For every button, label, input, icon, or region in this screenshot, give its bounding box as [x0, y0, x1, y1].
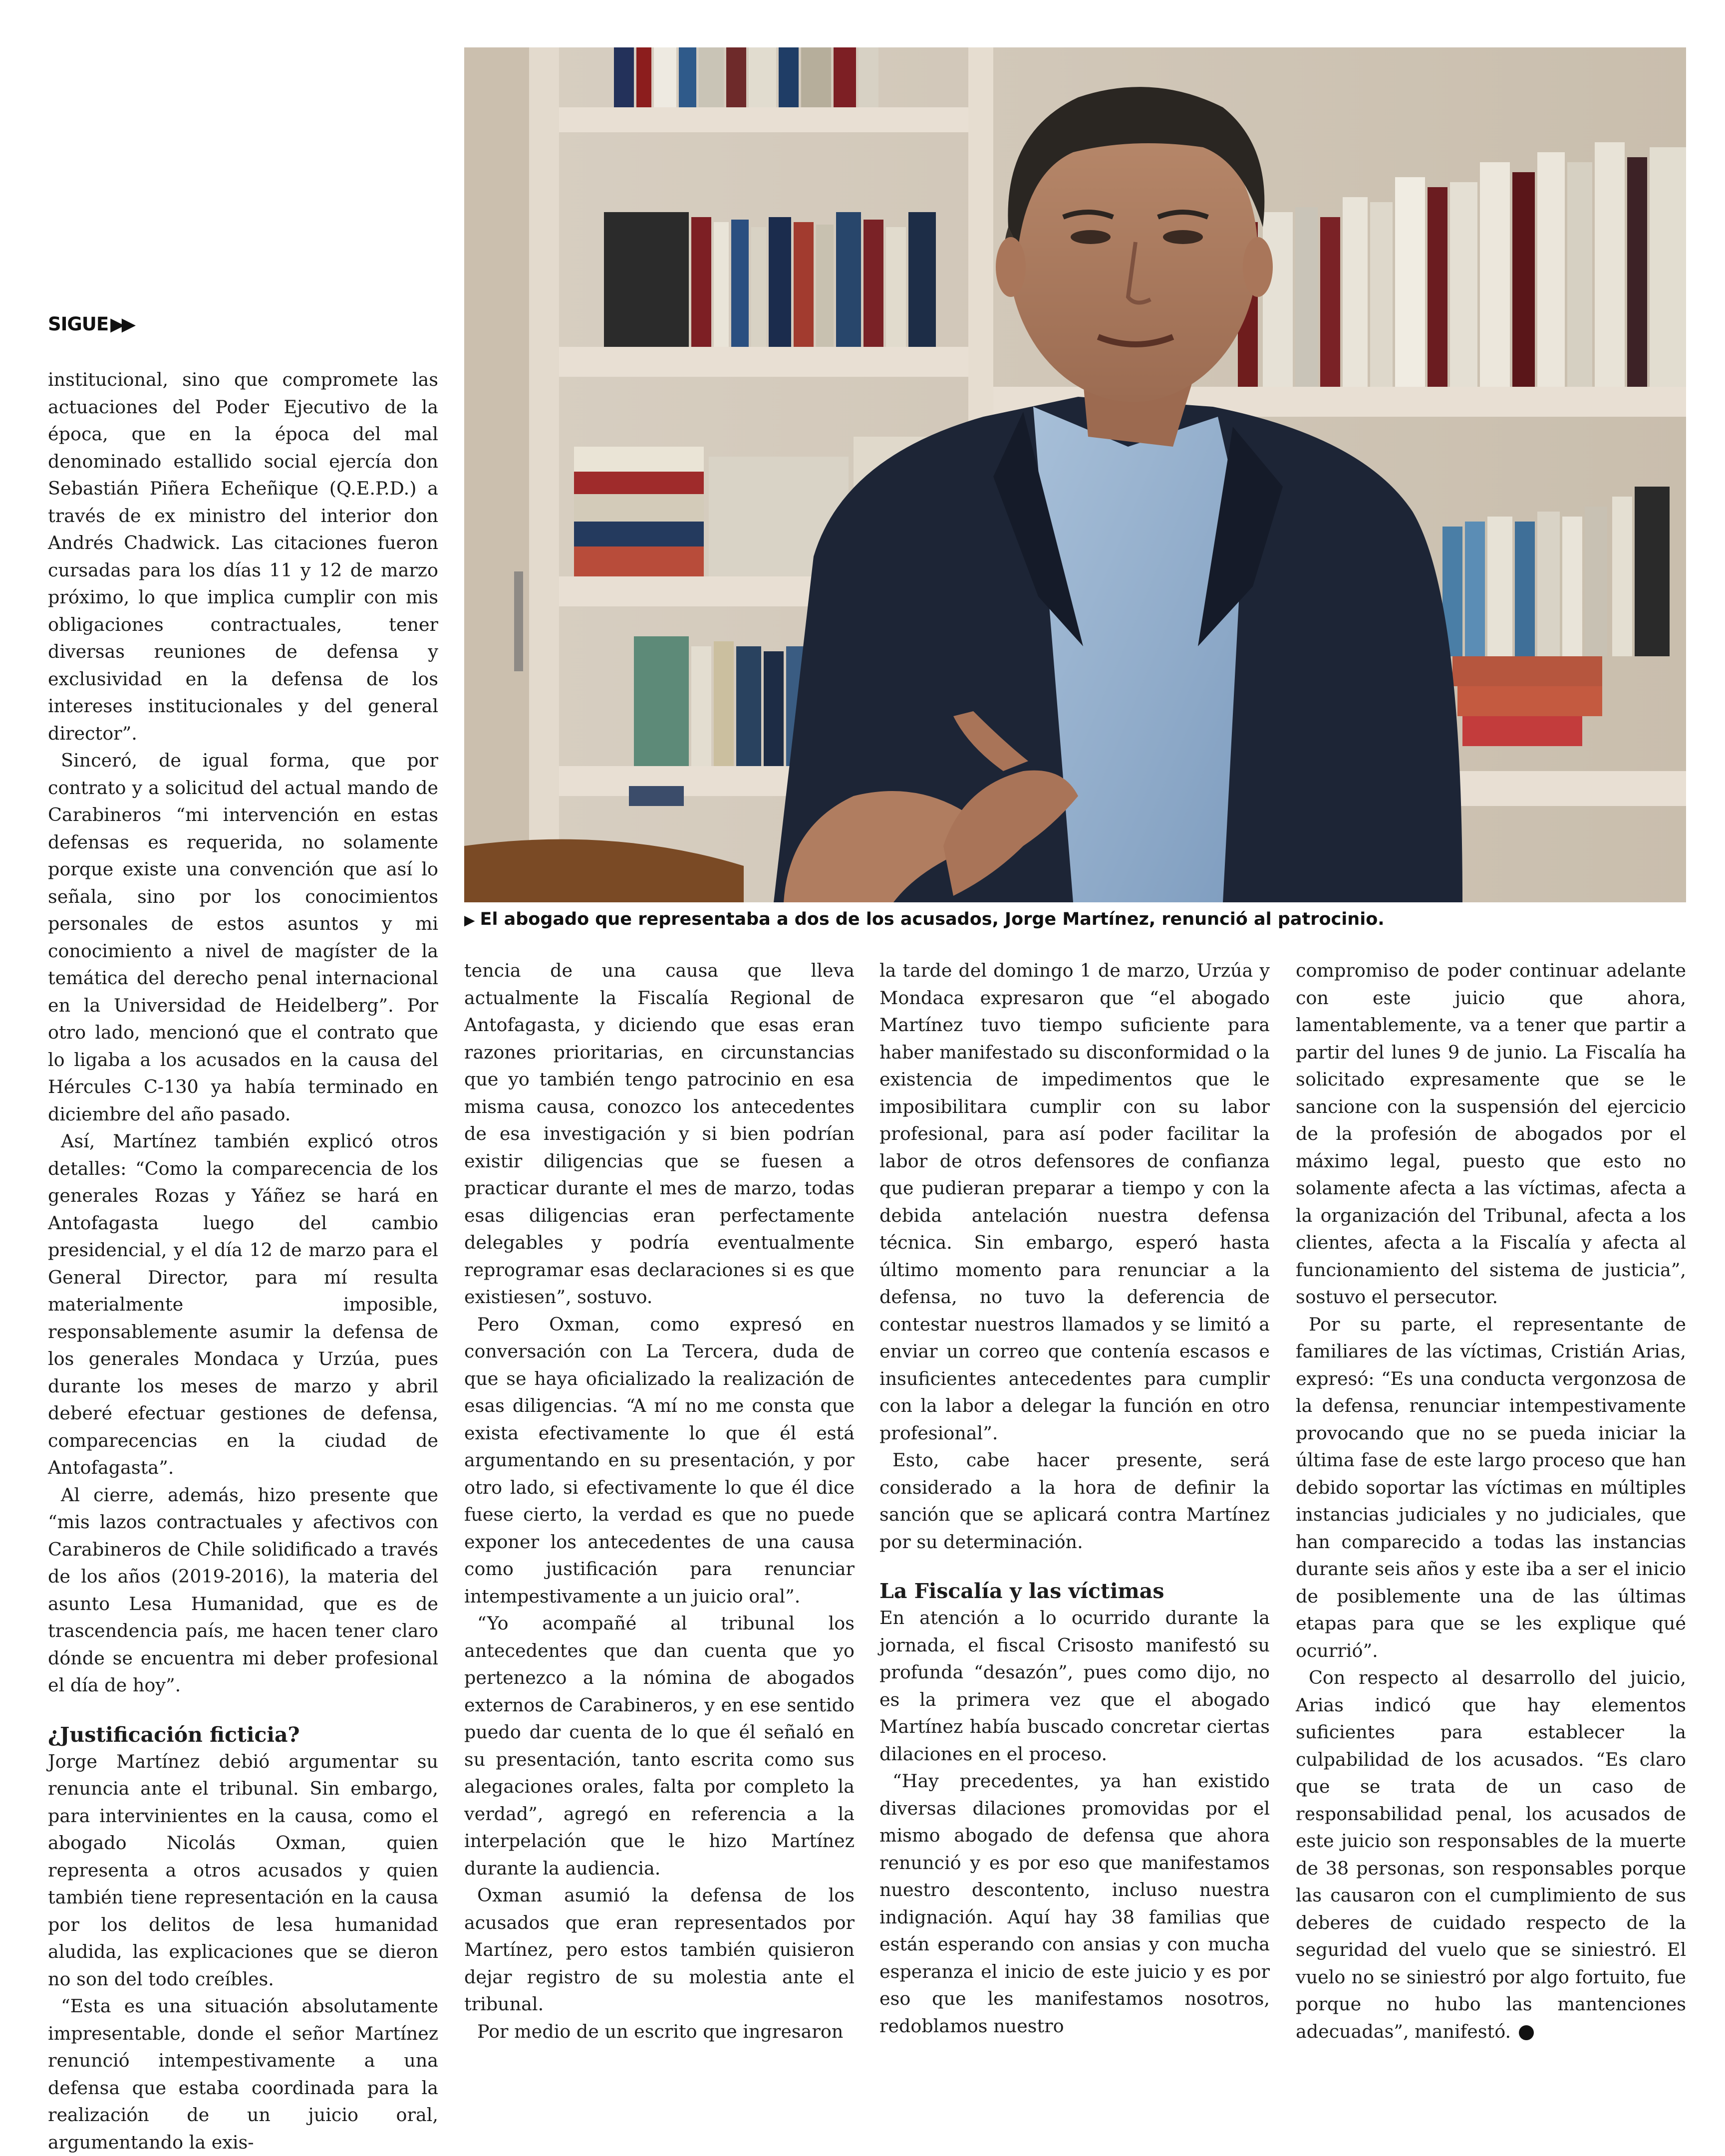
paragraph: Por su parte, el representante de familiares de las víctimas, Cristián Arias, expresó: “Es una conducta vergonzosa de la defensa, renunciar intempestivamente provocando que no se pueda iniciar la última fase de este largo proceso que han debido soportar las víctimas en múltiples instancias judiciales y no judiciales, que han comparecido a todas las instancias durante seis años y este iba a ser el inicio de posiblemente una de las últimas etapas para que se les explique qué ocurrió”.	[1296, 1313, 1686, 1661]
subheading-justificacion: ¿Justificación ficticia?	[48, 1722, 300, 1747]
article-column-3	[879, 957, 1270, 2040]
end-dot-icon	[1519, 2025, 1534, 2040]
paragraph: En atención a lo ocurrido durante la jornada, el fiscal Crisosto manifestó su profunda “desazón”, pues como dijo, no es la primera vez que el abogado Martínez había buscado concretar ciertas dilaciones en el proceso.	[879, 1607, 1270, 1765]
paragraph: tencia de una causa que lleva actualmente la Fiscalía Regional de Antofagasta, y diciendo que esas eran razones prioritarias, en circunstancias que yo también tengo patrocinio en esa misma causa, conozco los antecedentes de esa investigación y si bien podrían existir diligencias que se fuesen a practicar durante el mes de marzo, todas esas diligencias eran perfectamente delegables y podría eventualmente reprogramar esas declaraciones si es que existiesen”, sostuvo.	[464, 960, 855, 1308]
article-column-1	[48, 366, 438, 2156]
paragraph: Jorge Martínez debió argumentar su renuncia ante el tribunal. Sin embargo, para intervinientes en la causa, como el abogado Nicolás Oxman, quien representa a otros acusados y quien también tiene representación en la causa por los delitos de lesa humanidad aludida, las explicaciones que se dieron no son del todo creíbles.	[48, 1750, 438, 1990]
paragraph: Por medio de un escrito que ingresaron	[477, 2020, 844, 2042]
paragraph: la tarde del domingo 1 de marzo, Urzúa y Mondaca expresaron que “el abogado Martínez tuvo tiempo suficiente para haber manifestado su disconformidad o la existencia de impedimentos que le imposibilitara cumplir con su labor profesional, para así poder facilitar la labor de otros defensores de confianza que pudieran preparar a tiempo y con la debida antelación nuestra defensa técnica. Sin embargo, esperó hasta último momento para renunciar a la defensa, no tuvo la deferencia de contestar nuestros llamados y se limitó a enviar un correo que contenía escasos e insuficientes antecedentes para cumplir con la labor a delegar la función en otro profesional”.	[879, 960, 1270, 1444]
lawyer-portrait-illustration	[464, 47, 1686, 902]
paragraph: compromiso de poder continuar adelante con este juicio que ahora, lamentablemente, va a tener que partir a partir del lunes 9 de junio. La Fiscalía ha solicitado expresamente que se le sancione con la suspensión del ejercicio de la profesión de abogados por el máximo legal, puesto que esto no solamente afecta a las víctimas, afecta a la organización del Tribunal, afecta a los clientes, afecta a la Fiscalía y afecta al funcionamiento del sistema de justicia”, sostuvo el persecutor.	[1296, 960, 1686, 1308]
sigue-label: SIGUE ▶▶	[48, 313, 133, 335]
double-arrow-icon: ▶▶	[110, 313, 133, 335]
paragraph: Esto, cabe hacer presente, será considerado a la hora de definir la sanción que se aplicará contra Martínez por su determinación.	[879, 1449, 1270, 1553]
subheading-fiscalia: La Fiscalía y las víctimas	[879, 1579, 1164, 1603]
paragraph: Oxman asumió la defensa de los acusados que eran representados por Martínez, pero estos también quisieron dejar registro de su molestia ante el tribunal.	[464, 1885, 855, 2015]
caption-triangle-icon: ▶	[464, 912, 475, 928]
paragraph: Pero Oxman, como expresó en conversación con La Tercera, duda de que se haya oficializado la realización de esas diligencias. “A mí no me consta que exista efectivamente lo que él está argumentando en su presentación, y por otro lado, si efectivamente lo que él dice fuese cierto, la verdad es que no puede exponer los antecedentes de una causa como justificación para renunciar intempestivamente a un juicio oral”.	[464, 1313, 855, 1607]
article-column-2	[464, 957, 855, 2045]
paragraph-final: Con respecto al desarrollo del juicio, Arias indicó que hay elementos suficientes para establecer la culpabilidad de los acusados. “Es claro que se trata de un caso de responsabilidad penal, los acusados de este juicio son responsables de la muerte de 38 personas, son responsables porque las causaron con el cumplimiento de sus deberes de cuidado respecto de la seguridad del vuelo que se siniestró. El vuelo no se siniestró por algo fortuito, fue porque no hubo las mantenciones adecuadas”, manifestó.	[1296, 1667, 1686, 2042]
paragraph: “Esta es una situación absolutamente impresentable, donde el señor Martínez renunció intempestivamente a una defensa que estaba coordinada para la realización de un juicio oral, argumentando la exis-	[48, 1995, 438, 2153]
paragraph: “Yo acompañé al tribunal los antecedentes que dan cuenta que yo pertenezco a la nómina de abogados externos de Carabineros, y en ese sentido puedo dar cuenta de lo que él señaló en su presentación, tanto escrita como sus alegaciones orales, falta por completo la verdad”, agregó en referencia a la interpelación que le hizo Martínez durante la audiencia.	[464, 1613, 855, 1879]
paragraph: Así, Martínez también explicó otros detalles: “Como la comparecencia de los generales Rozas y Yáñez se hará en Antofagasta luego del cambio presidencial, y el día 12 de marzo para el General Director, para mí resulta materialmente imposible, responsablemente asumir la defensa de los generales Mondaca y Urzúa, pues durante los meses de marzo y abril deberé efectuar gestiones de defensa, comparecencias en la ciudad de Antofagasta”.	[48, 1130, 438, 1478]
paragraph: Al cierre, además, hizo presente que “mis lazos contractuales y afectivos con Carabineros de Chile solidificado a través de los años (2019-2016), la materia del asunto Lesa Humanidad, que es de trascendencia país, me hacen tener claro dónde se encuentra mi deber profesional el día de hoy”.	[48, 1484, 438, 1696]
article-photo	[464, 47, 1686, 902]
paragraph: “Hay precedentes, ya han existido diversas dilaciones promovidas por el mismo abogado de defensa que ahora renunció y es por eso que manifestamos nuestro descontento, incluso nuestra indignación. Aquí hay 38 familias que están esperando con ansias y con mucha esperanza el inicio de este juicio y es por eso que les manifestamos nosotros, redoblamos nuestro	[879, 1770, 1270, 2037]
photo-caption: ▶ El abogado que representaba a dos de los acusados, Jorge Martínez, renunció al patrocinio.	[464, 909, 1385, 929]
paragraph: Sinceró, de igual forma, que por contrato y a solicitud del actual mando de Carabineros “mi intervención en estas defensas es requerida, no solamente porque existe una convención que así lo señala, sino por los conocimientos personales de estos asuntos y mi conocimiento a nivel de magíster de la temática del derecho penal internacional en la Universidad de Heidelberg”. Por otro lado, mencionó que el contrato que lo ligaba a los acusados en la causa del Hércules C-130 ya había terminado en diciembre del año pasado.	[48, 750, 438, 1125]
paragraph: institucional, sino que compromete las actuaciones del Poder Ejecutivo de la época, que en la época del mal denominado estallido social ejercía don Sebastián Piñera Echeñique (Q.E.P.D.) a través de ex ministro del interior don Andrés Chadwick. Las citaciones fueron cursadas para los días 11 y 12 de marzo próximo, lo que implica cumplir con mis obligaciones contractuales, tener diversas reuniones de defensa y exclusividad en la defensa de los intereses institucionales y del general director”.	[48, 369, 438, 744]
article-column-4	[1296, 957, 1686, 2045]
